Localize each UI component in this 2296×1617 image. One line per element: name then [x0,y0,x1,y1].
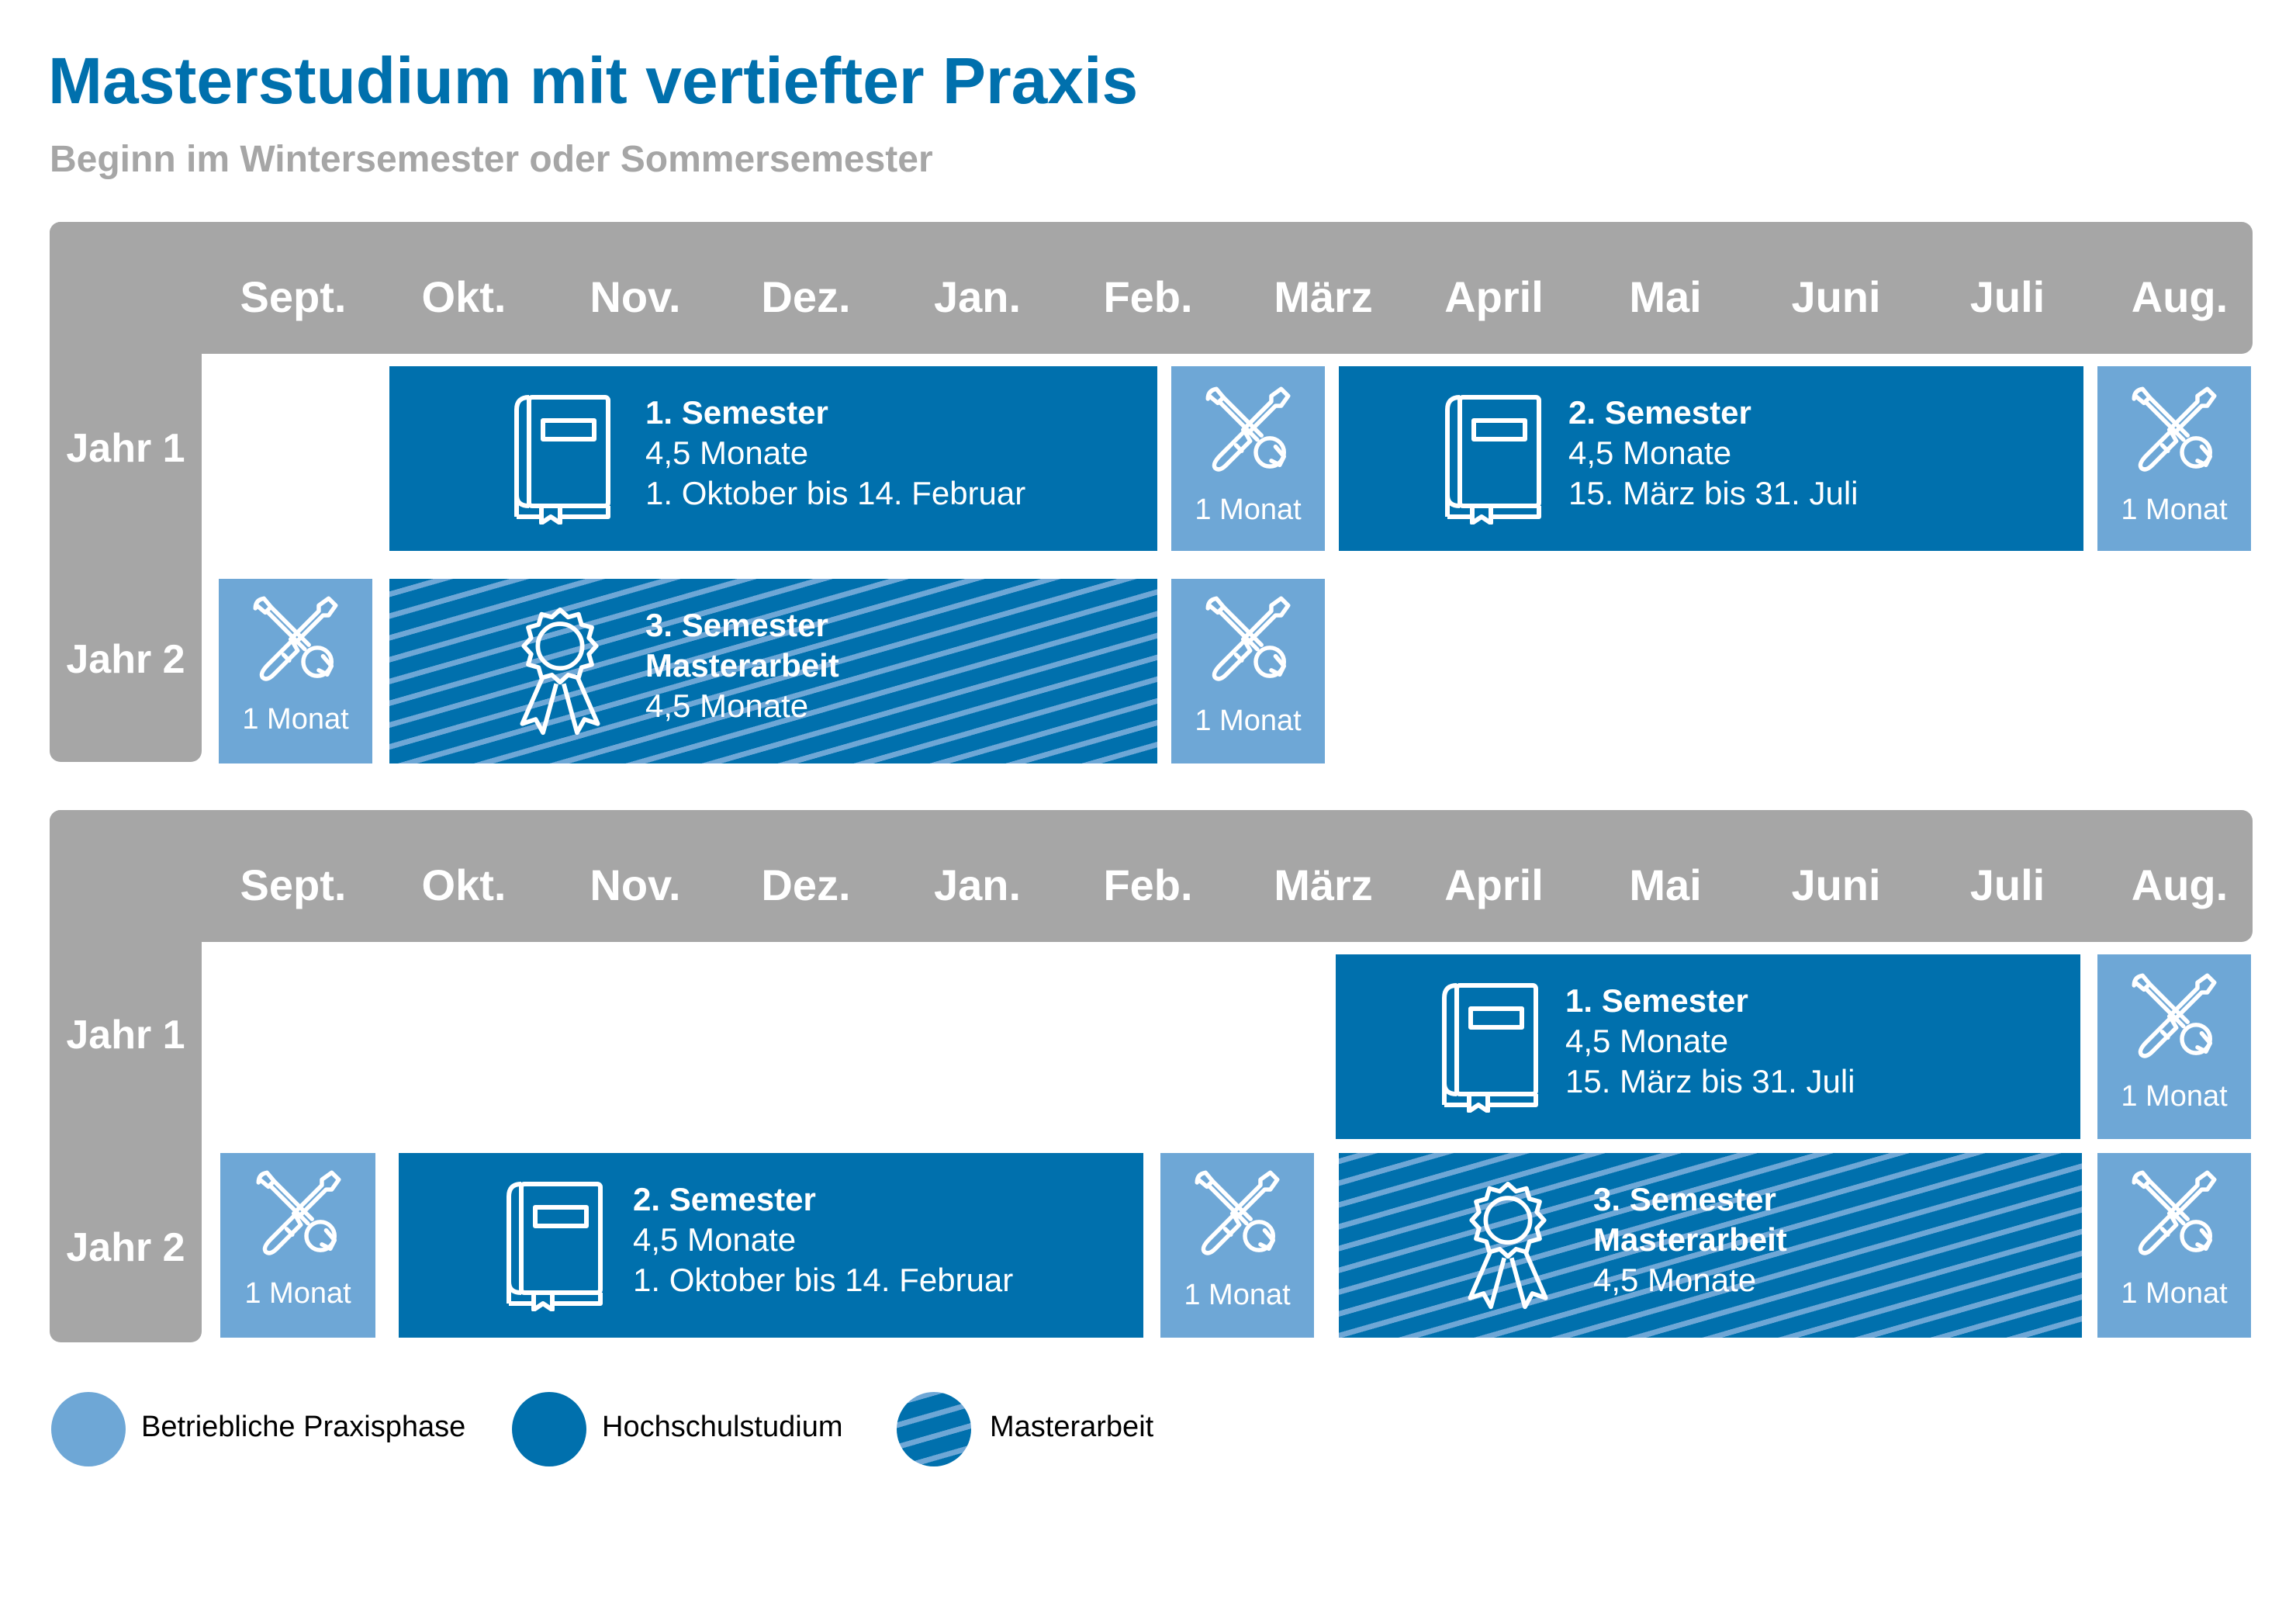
praxis-duration: 1 Monat [244,1277,351,1310]
month-label: Feb. [1103,860,1193,909]
legend-label-master: Masterarbeit [990,1411,1154,1443]
semester-title: 2. Semester [633,1181,816,1217]
tools-icon [1202,383,1294,475]
legend-label-hochschule: Hochschulstudium [602,1411,843,1443]
praxis-duration: 1 Monat [2121,1277,2228,1310]
month-label: Jan. [933,272,1022,321]
praxis-block [1171,366,1325,551]
book-icon [512,393,613,525]
month-label: Okt. [421,272,507,321]
month-label: Sept. [240,860,347,909]
praxis-block [2097,1153,2251,1338]
tools-icon [253,1167,344,1259]
year-label: Jahr 2 [66,637,185,682]
praxis-block [2097,366,2251,551]
book-icon [1440,981,1540,1113]
page-subtitle: Beginn im Wintersemester oder Sommersemester [50,139,933,180]
month-label: Juni [1791,272,1881,321]
semester-3-masterarbeit-block [389,579,1157,763]
month-label: April [1444,860,1544,909]
semester-2-block [399,1153,1143,1338]
legend-swatch-praxis [51,1392,126,1466]
month-label: Juli [1969,860,2045,909]
month-label: Nov. [590,860,681,909]
month-label: März [1274,860,1373,909]
praxis-block [220,1153,375,1338]
month-label: Aug. [2131,272,2229,321]
tools-icon [1202,593,1294,684]
semester-title: 1. Semester [645,394,828,431]
semester-1-block [389,366,1157,551]
month-label: Okt. [421,860,507,909]
semester-duration: 4,5 Monate [633,1221,797,1258]
award-ribbon-icon [1460,1179,1556,1313]
semester-2-block [1339,366,2083,551]
year-label: Jahr 1 [66,426,185,471]
semester-duration: 4,5 Monate [1565,1023,1729,1059]
semester-duration: 4,5 Monate [1568,435,1732,471]
semester-dates: 15. März bis 31. Juli [1565,1063,1855,1099]
semester-duration: 4,5 Monate [1593,1262,1757,1298]
praxis-block [219,579,372,763]
semester-subtitle: Masterarbeit [1593,1221,1787,1258]
month-label: Nov. [590,272,681,321]
tools-icon [2128,1167,2220,1259]
semester-1-block [1336,954,2080,1139]
legend-swatch-hochschule [512,1392,586,1466]
year-label: Jahr 1 [66,1013,185,1058]
year-label: Jahr 2 [66,1225,185,1270]
month-label: Mai [1629,272,1702,321]
semester-duration: 4,5 Monate [645,435,809,471]
tools-icon [2128,383,2220,475]
month-label: Juli [1969,272,2045,321]
praxis-block [1171,579,1325,763]
month-label: März [1274,272,1373,321]
month-label: Jan. [933,860,1022,909]
month-label: Dez. [761,272,851,321]
semester-title: 2. Semester [1568,394,1751,431]
legend-swatch-master [897,1392,971,1466]
legend-label-praxis: Betriebliche Praxisphase [141,1411,466,1443]
month-label: April [1444,272,1544,321]
praxis-duration: 1 Monat [1184,1279,1291,1311]
semester-title: 3. Semester [1593,1181,1776,1217]
semester-duration: 4,5 Monate [645,687,809,724]
award-ribbon-icon [512,605,608,739]
month-label: Dez. [761,860,851,909]
praxis-duration: 1 Monat [2121,1080,2228,1113]
semester-title: 1. Semester [1565,982,1748,1019]
praxis-duration: 1 Monat [1195,493,1302,526]
tools-icon [250,593,341,684]
month-label: Feb. [1103,272,1193,321]
semester-title: 3. Semester [645,607,828,643]
semester-dates: 1. Oktober bis 14. Februar [633,1262,1014,1298]
praxis-duration: 1 Monat [1195,705,1302,737]
praxis-duration: 1 Monat [2121,493,2228,526]
praxis-block [2097,954,2251,1139]
month-label: Aug. [2131,860,2229,909]
semester-dates: 15. März bis 31. Juli [1568,475,1859,511]
book-icon [504,1179,605,1311]
month-label: Juni [1791,860,1881,909]
tools-icon [2128,970,2220,1061]
semester-dates: 1. Oktober bis 14. Februar [645,475,1026,511]
praxis-block [1160,1153,1314,1338]
month-label: Sept. [240,272,347,321]
semester-subtitle: Masterarbeit [645,647,839,684]
praxis-duration: 1 Monat [242,703,349,736]
tools-icon [1191,1167,1283,1259]
page-title: Masterstudium mit vertiefter Praxis [48,44,1139,117]
month-label: Mai [1629,860,1702,909]
semester-3-masterarbeit-block [1339,1153,2082,1338]
book-icon [1443,393,1544,525]
